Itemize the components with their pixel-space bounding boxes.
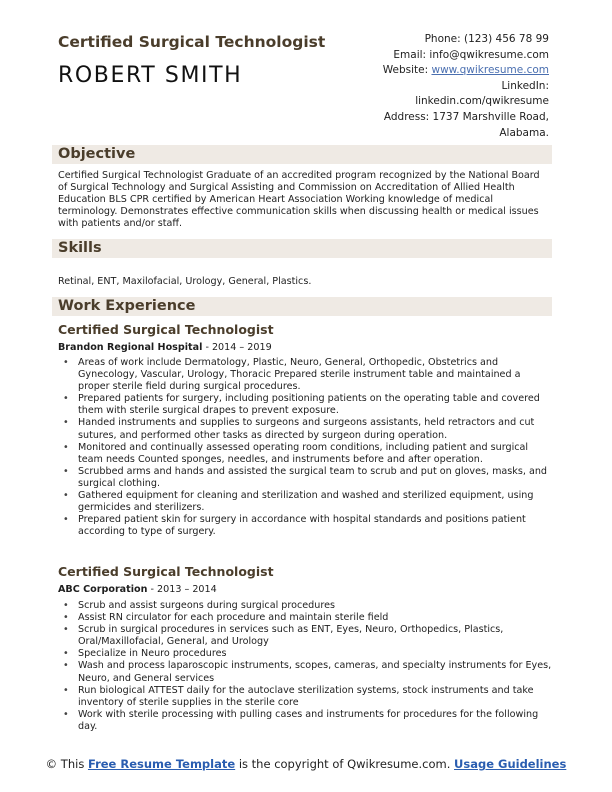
job-title: Certified Surgical Technologist	[58, 33, 326, 51]
list-item: • Areas of work include Dermatology, Plastic, Neuro, General, Orthopedic, Obstetrics and Gynecology, Vascular, Urology, Thoracic Prepared sterile instrument table and maintained a proper sterile field during surgical procedures.	[58, 357, 554, 393]
objective-section-header	[52, 145, 552, 164]
usage-guidelines-link[interactable]: Usage Guidelines	[454, 757, 567, 771]
contact-linkedin-url: linkedin.com/qwikresume	[415, 95, 549, 108]
job-1-dates: - 2014 – 2019	[202, 342, 272, 353]
skills-text: Retinal, ENT, Maxilofacial, Urology, General, Plastics.	[58, 276, 312, 287]
candidate-name: ROBERT SMITH	[58, 63, 243, 88]
job-1-title: Certified Surgical Technologist	[58, 322, 274, 337]
list-item: • Assist RN circulator for each procedure and maintain sterile field	[58, 612, 554, 624]
job-1-responsibilities	[58, 357, 554, 538]
job-2-dates: - 2013 – 2014	[147, 584, 217, 595]
contact-phone: Phone: (123) 456 78 99	[424, 33, 549, 45]
objective-title: Objective	[58, 146, 136, 162]
list-item: • Scrub and assist surgeons during surgical procedures	[58, 600, 554, 612]
list-item: • Run biological ATTEST daily for the autoclave sterilization systems, stock instruments and take inventory of sterile supplies in the sterile core	[58, 685, 554, 709]
footer-prefix: © This	[45, 757, 88, 771]
list-item: • Prepared patient skin for surgery in accordance with hospital standards and positions patient according to type of surgery.	[58, 514, 554, 538]
website-link[interactable]: www.qwikresume.com	[431, 64, 549, 77]
list-item: • Monitored and continually assessed operating room conditions, including patient and surgical team needs Counted sponges, needles, and instruments before and after operation.	[58, 442, 554, 466]
contact-website	[309, 63, 549, 79]
list-item: • Handed instruments and supplies to surgeons and surgeons assistants, held retractors and cut sutures, and performed other tasks as directed by surgeon during operation.	[58, 417, 554, 441]
work-experience-title: Work Experience	[58, 298, 196, 314]
work-experience-section-header	[52, 297, 552, 316]
resume-header	[0, 0, 612, 140]
job-2-employer: ABC Corporation	[58, 584, 148, 595]
list-item: • Prepared patients for surgery, including positioning patients on the operating table and covered them with sterile surgical drapes to prevent exposure.	[58, 393, 554, 417]
contact-block	[309, 32, 549, 141]
job-1-employer-line	[58, 342, 272, 353]
job-2-responsibilities	[58, 600, 554, 733]
contact-linkedin-label: LinkedIn:	[501, 79, 549, 92]
website-label: Website:	[382, 64, 429, 77]
contact-address-line1: Address: 1737 Marshville Road,	[383, 110, 549, 123]
job-2-title: Certified Surgical Technologist	[58, 564, 274, 579]
list-item: • Wash and process laparoscopic instruments, scopes, cameras, and specialty instruments for Eyes, Neuro, and General services	[58, 660, 554, 684]
list-item: • Scrubbed arms and hands and assisted the surgical team to scrub and put on gloves, masks, and surgical clothing.	[58, 466, 554, 490]
copyright-footer	[0, 757, 612, 771]
job-2-employer-line	[58, 584, 217, 595]
objective-text: Certified Surgical Technologist Graduate of an accredited program recognized by the National Board of Surgical Technology and Surgical Assisting and Commission on Accreditation of Allied Health Education BLS CPR certified by American Heart Association Working knowledge of medical terminology. Demonstrates effective communication skills when discussing health or medical issues with patients and/or staff.	[58, 170, 540, 229]
contact-email: Email: info@qwikresume.com	[393, 48, 549, 61]
footer-middle: is the copyright of Qwikresume.com.	[235, 757, 455, 771]
list-item: • Specialize in Neuro procedures	[58, 648, 554, 660]
free-resume-template-link[interactable]: Free Resume Template	[87, 757, 236, 771]
skills-section-header	[52, 239, 552, 258]
list-item: • Gathered equipment for cleaning and sterilization and washed and sterilized equipment, using germicides and sterilizers.	[58, 490, 554, 514]
job-1-employer: Brandon Regional Hospital	[58, 342, 203, 353]
list-item: • Scrub in surgical procedures in services such as ENT, Eyes, Neuro, Orthopedics, Plastics, Oral/Maxillofacial, General, and Urology	[58, 624, 554, 648]
list-item: • Work with sterile processing with pulling cases and instruments for procedures for the following day.	[58, 709, 554, 733]
contact-address-line2: Alabama.	[499, 126, 549, 139]
skills-title: Skills	[58, 240, 102, 256]
